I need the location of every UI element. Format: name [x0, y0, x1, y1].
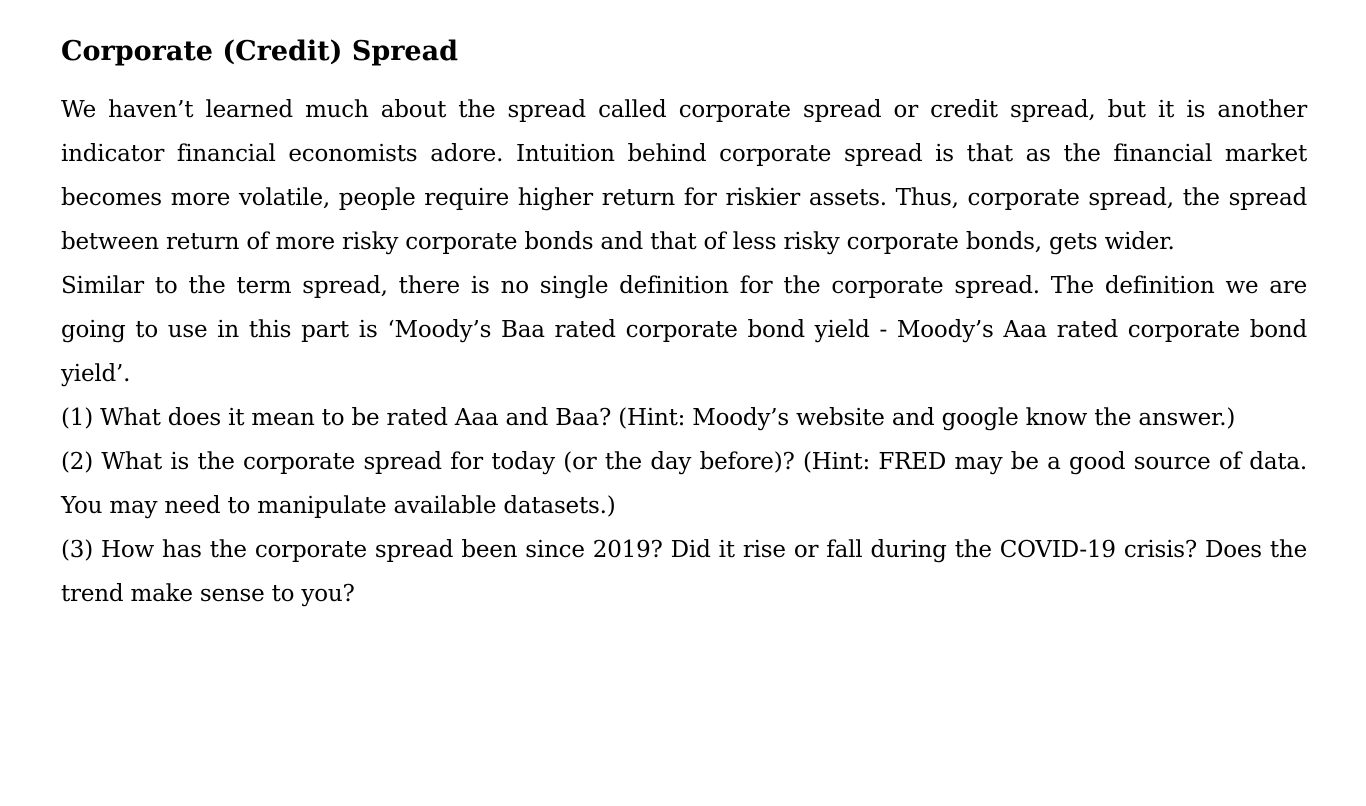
question-1: (1) What does it mean to be rated Aaa and Baa? (Hint: Moody’s website and google know the answer.) — [61, 405, 1236, 431]
paragraph-definition: Similar to the term spread, there is no single definition for the corporate spread. The definition we are going to use in this part is ‘Moody’s Baa rated corporate bond yield - Moody’s Aaa rated corporate bond yield’. — [61, 273, 1307, 387]
paragraph-intro: We haven’t learned much about the spread called corporate spread or credit spread, but it is another indicator financial economists adore. Intuition behind corporate spread is that as the financial market becomes more volatile, people require higher return for riskier assets. Thus, corporate spread, the spread between return of more risky corporate bonds and that of less risky corporate bonds, gets wider. — [61, 97, 1307, 255]
document-page — [61, 26, 1307, 616]
section-title: Corporate (Credit) Spread — [61, 36, 458, 67]
question-2: (2) What is the corporate spread for today (or the day before)? (Hint: FRED may be a good source of data. You may need to manipulate available datasets.) — [61, 449, 1307, 519]
question-3: (3) How has the corporate spread been since 2019? Did it rise or fall during the COVID-19 crisis? Does the trend make sense to you? — [61, 537, 1307, 607]
